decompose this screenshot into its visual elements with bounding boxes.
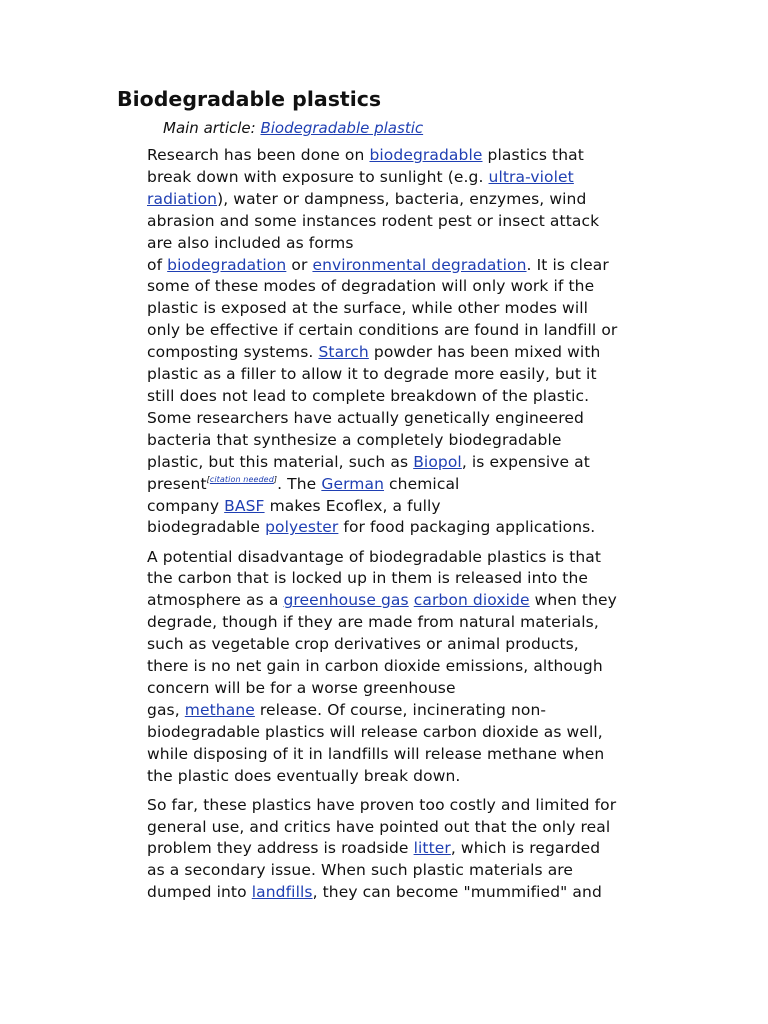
text: composting systems.	[147, 343, 319, 362]
text: . The	[277, 474, 322, 493]
text: such as vegetable crop derivatives or animal products,	[147, 635, 579, 654]
article-body	[147, 145, 667, 904]
text: as a secondary issue. When such plastic materials are	[147, 861, 574, 880]
text: gas,	[147, 700, 185, 719]
paragraph-costly	[147, 795, 667, 905]
text: still does not lead to complete breakdown of the plastic.	[147, 386, 590, 405]
text: while disposing of it in landfills will release methane when	[147, 744, 605, 763]
text: are also included as forms	[147, 233, 354, 252]
text: problem they address is roadside	[147, 839, 414, 858]
link-biodegradation[interactable]: biodegradation	[167, 255, 287, 274]
link-biodegradable[interactable]: biodegradable	[369, 146, 483, 164]
text: for food packaging applications.	[338, 518, 596, 537]
paragraph-disadvantage	[147, 547, 667, 788]
text: the plastic does eventually break down.	[147, 766, 461, 785]
text: biodegradable plastics will release carbon dioxide as well,	[147, 722, 603, 741]
text: release. Of course, incinerating non-	[254, 700, 547, 719]
section-heading: Biodegradable plastics	[117, 87, 382, 111]
text: chemical	[384, 474, 460, 493]
text: plastics that	[482, 146, 584, 164]
link-methane[interactable]: methane	[184, 700, 255, 719]
text: ), water or dampness, bacteria, enzymes, wind	[217, 189, 587, 208]
citation-needed-tag	[207, 475, 278, 484]
link-ultra-violet-radiation[interactable]: ultra-violet	[488, 167, 574, 186]
text: . It is clear	[526, 255, 609, 274]
citation-needed-link[interactable]: citation needed	[209, 474, 274, 484]
paragraph-research	[147, 145, 667, 539]
text: only be effective if certain conditions are found in landfill or	[147, 321, 618, 340]
text: of	[147, 255, 168, 274]
text: there is no net gain in carbon dioxide emissions, although	[147, 657, 603, 676]
text: degrade, though if they are made from natural materials,	[147, 613, 599, 632]
hatnote-prefix: Main article:	[163, 119, 261, 137]
text: A potential disadvantage of biodegradable plastics is that	[147, 547, 602, 566]
link-starch[interactable]: Starch	[318, 343, 369, 362]
link-carbon-dioxide[interactable]: carbon dioxide	[413, 591, 530, 610]
text: present	[147, 474, 207, 493]
text: biodegradable	[147, 518, 266, 537]
link-greenhouse-gas[interactable]: greenhouse gas	[283, 591, 409, 610]
main-article-link[interactable]: Biodegradable plastic	[260, 119, 424, 137]
text: Research has been done on	[147, 146, 370, 164]
link-environmental-degradation[interactable]: environmental degradation	[312, 255, 527, 274]
text: So far, these plastics have proven too costly and limited for	[147, 795, 617, 814]
cite-bracket-close: ]	[273, 474, 278, 484]
link-polyester[interactable]: polyester	[265, 518, 339, 537]
text: concern will be for a worse greenhouse	[147, 678, 456, 697]
text: , which is regarded	[450, 839, 601, 858]
text: plastic is exposed at the surface, while other modes will	[147, 299, 589, 318]
text: the carbon that is locked up in them is released into the	[147, 569, 589, 588]
text: powder has been mixed with	[368, 343, 601, 362]
text: , is expensive at	[461, 452, 590, 471]
link-landfills[interactable]: landfills	[251, 883, 313, 902]
cite-bracket-open: [	[206, 474, 210, 484]
text: , they can become "mummified" and	[312, 883, 602, 902]
link-ultra-violet-radiation[interactable]: radiation	[147, 189, 218, 208]
text: Some researchers have actually genetically engineered	[147, 408, 584, 427]
text: company	[147, 496, 225, 515]
link-basf[interactable]: BASF	[224, 496, 265, 515]
text: or	[286, 255, 313, 274]
text: some of these modes of degradation will only work if the	[147, 277, 595, 296]
text: atmosphere as a	[147, 591, 284, 610]
link-biopol[interactable]: Biopol	[413, 452, 462, 471]
link-german[interactable]: German	[321, 474, 385, 493]
text: dumped into	[147, 883, 252, 902]
text: plastic as a filler to allow it to degrade more easily, but it	[147, 365, 597, 384]
text: abrasion and some instances rodent pest or insect attack	[147, 211, 600, 230]
link-litter[interactable]: litter	[413, 839, 451, 858]
text: plastic, but this material, such as	[147, 452, 414, 471]
text: when they	[529, 591, 617, 610]
main-article-hatnote	[163, 117, 423, 139]
text: makes Ecoflex, a fully	[264, 496, 441, 515]
text: general use, and critics have pointed out that the only real	[147, 817, 611, 836]
text: break down with exposure to sunlight (e.g.	[147, 167, 489, 186]
text: bacteria that synthesize a completely biodegradable	[147, 430, 562, 449]
